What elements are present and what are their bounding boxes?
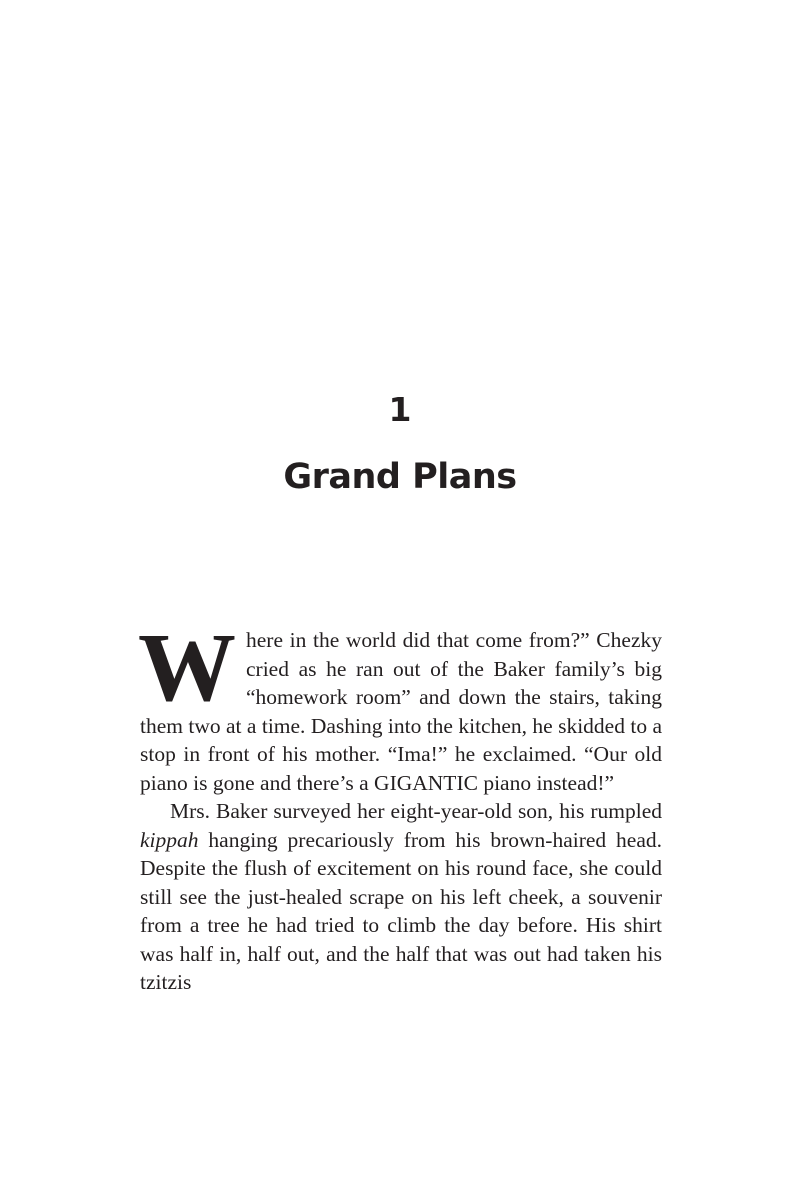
paragraph-2-text-start: Mrs. Baker surveyed her eight-year-old son, his rumpled xyxy=(170,799,662,823)
chapter-heading xyxy=(0,385,800,502)
paragraph-1-text: here in the world did that come from?” Chezky cried as he ran out of the Baker family’s big “homework room” and down the stairs, taking them two at a time. Dashing into the kitchen, he skidded to a stop in front of his mother. “Ima!” he exclaimed. “Our old piano is gone and there’s a GIGANTIC piano instead!” xyxy=(140,628,662,795)
chapter-title: Grand Plans xyxy=(283,457,517,497)
paragraph-2-text-end: hanging precariously from his brown-haired head. Despite the flush of excitement on his round face, she could still see the just-healed scrape on his left cheek, a souvenir from a tree he had tried to climb the day before. His shirt was half in, half out, and the half that was out had taken his tzitzis xyxy=(140,827,662,994)
paragraph-2 xyxy=(140,797,662,997)
paragraph-1 xyxy=(138,614,662,797)
chapter-number: 1 xyxy=(388,390,412,429)
italic-term-kippah: kippah xyxy=(140,827,199,852)
chapter-body-text xyxy=(138,614,662,997)
drop-cap-letter: W xyxy=(138,614,236,722)
